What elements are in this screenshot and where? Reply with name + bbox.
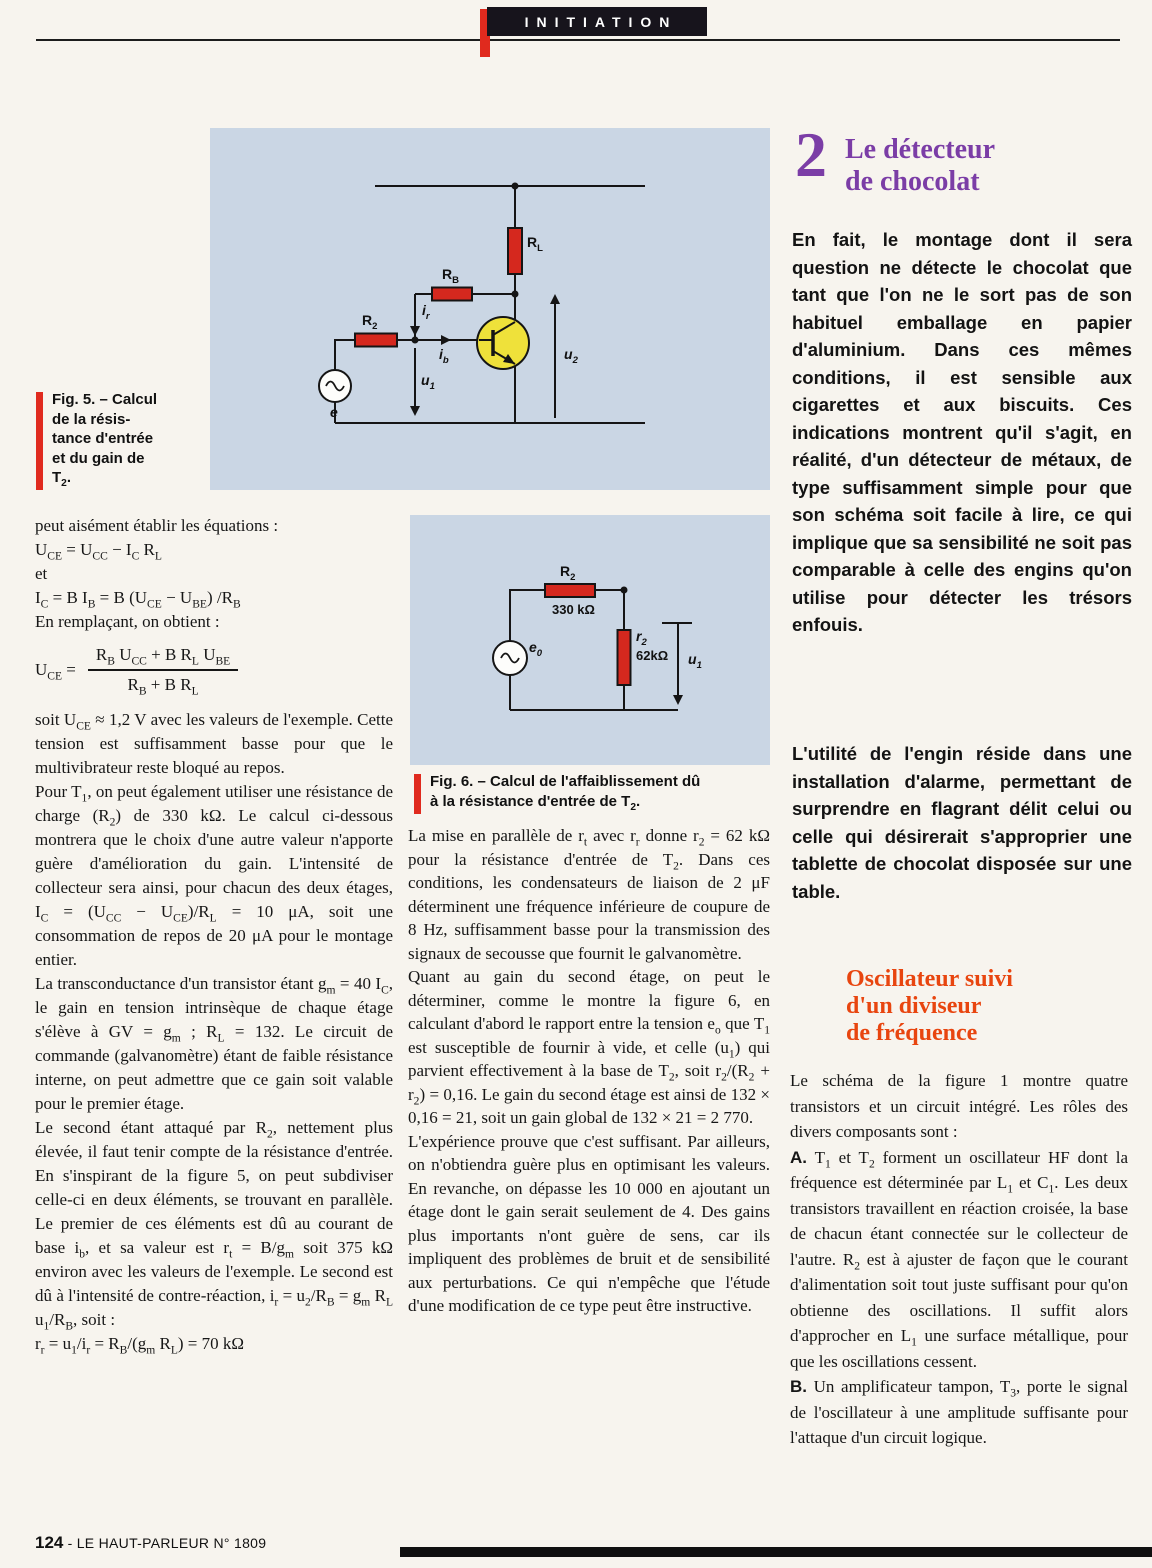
fraction-lhs: $U_{CE}$ = [35,660,76,683]
caption-accent-bar [36,392,43,490]
fig6-label-r2b: $r_2$ [636,628,647,648]
paragraph-item-b [790,1374,1128,1451]
paragraph: La mise en parallèle de $r_t$ avec $r_r$ donne $r_2 = 62$ kΩ pour la résistance d'entrée de $T_2$. Dans ces conditions, les condensateurs de liaison de 2 μF déterminent une fréquence inférieure de coupure de 8 Hz, suffisamment basse pour la transmission des signaux de secousse que fournit le galvanomètre. [408,826,770,963]
item-a-label: A. [790,1147,807,1167]
equation-uce-fraction [35,643,393,697]
paragraph: Quant au gain du second étage, on peut le déterminer, comme le montre la figure 6, en calculant d'abord le rapport entre la tension $e_o$ que $T_1$ est susceptible de fournir à vide, et celle $(u_1)$ qui parvient effectivement à la base de $T_2$, soit $r_2/(R_2 + r_2) = 0,16$. Le gain du second étage est ainsi de 132 × 0,16 = 21, soit un gain global de 132 × 21 = 2 770. [408,967,770,1127]
article-title-line: Le détecteur [845,134,996,165]
fig6-label-r2b-value: 62kΩ [636,648,669,663]
fraction [88,643,238,697]
fig5-label-e: e [330,404,338,420]
fig5-label-ir: $i_r$ [422,302,430,322]
caption-line: et du gain de [52,449,145,467]
fig6-label-r2-value: 330 kΩ [552,602,595,617]
fig5-label-u1: $u_1$ [421,372,435,392]
resistor-r2-series [545,584,595,597]
transistor-symbol [477,317,529,369]
paragraph: La transconductance d'un transistor étant $g_m = 40$ $I_C$, le gain en tension intrinsèque de chaque étage s'élève à GV = $g_m$ ; $R_L = 132$. Le circuit de commande (galvanomètre) étant de faible résistance interne, on peut admettre que ce gain soit valable pour le premier étage. [35,974,394,1113]
lead-paragraph: L'utilité de l'engin réside dans une installation d'alarme, permettant de surprendre en flagrant délit celui ou celle qui désirerait s'approprier une tablette de chocolat disposée sur une table. [792,743,1132,902]
section-number: 2 [795,119,827,190]
item-a-text: $T_1$ et $T_2$ forment un oscillateur HF dont la fréquence est déterminée par $L_1$ et $C_1$. Les deux transistors travaillent en réaction croisée, la base de chacun étant connectée sur le collecteur de l'autre. $R_2$ est à ajuster de façon que le courant d'alimentation soit tout juste suffisant pour qu'on obtienne des oscillations. Il suffit alors d'approcher en $L_1$ une surface métallique, pour que les oscillations cessent. [790,1147,1128,1371]
item-b-text: Un amplificateur tampon, $T_3$, porte le signal de l'oscillateur à une amplitude suffisante pour l'attaque d'un circuit logique. [790,1377,1129,1447]
subsection-heading-line: d'un diviseur [846,993,982,1019]
section-banner [487,7,707,36]
caption-line: Fig. 6. – Calcul de l'affaiblissement dû [430,773,701,790]
fig5-label-rl: $R_L$ [527,234,543,254]
lead-paragraph: En fait, le montage dont il sera question ne détecte le chocolat que tant que l'on ne le sort pas de son habituel emballage en papier d'aluminium. Dans ces mêmes conditions, il est sensible aux cigarettes et aux biscuits. Ces indications montrent qu'il s'agit, en réalité, d'un détecteur de métaux, de type suffisamment simple pour que son schéma soit facile à lire, ce qui implique que sa sensibilité ne soit pas comparable à celle des engins qu'on utilise pour détecter les trésors enfouis. [792,229,1132,635]
header-rule [36,39,1120,41]
article-title-line: de chocolat [845,166,980,197]
figure-5 [210,128,770,490]
fraction-denominator: $R_B + B$ $R_L$ [88,669,238,697]
caption-line: tance d'entrée [52,430,154,447]
magazine-name: - LE HAUT-PARLEUR N° 1809 [63,1535,267,1551]
figure-6-caption [414,772,774,811]
caption-accent-bar [414,774,421,814]
fig5-label-u2: $u_2$ [564,346,578,366]
fig5-label-ib: $i_b$ [439,346,449,366]
equation-1: $U_{CE} = U_{CC} - I_C$ $R_L$ [35,540,162,563]
paragraph: L'expérience prouve que c'est suffisant. Par ailleurs, on n'obtiendra guère plus en optimisant les valeurs. En revanche, on dépasse les 10 000 en ajoutant un étage dont le gain serait seulement de 4. Des gains plus importants n'ont guère de sens, car ils impliquent des problèmes de bruit et de sensibilité aux perturbations. Ce qui n'empêche que l'étude d'une modification de ce type peut être instructive. [408,1131,770,1315]
subsection-heading [846,966,1013,1047]
page-footer [35,1533,266,1553]
resistor-rl [508,228,522,274]
paragraph-item-a [790,1145,1128,1375]
subsection-heading-line: Oscillateur suivi [846,966,1013,992]
figure-6-schematic [410,515,770,765]
right-column-body [790,1068,1128,1451]
resistor-r2 [355,334,397,347]
fig6-label-r2: $R_2$ [560,563,576,583]
item-b-label: B. [790,1377,807,1396]
fig5-label-r2: $R_2$ [362,312,378,332]
section-title: INITIATION [524,13,678,30]
subsection-heading-line: de fréquence [846,1020,978,1046]
caption-line: Fig. 5. – Calcul [52,391,158,408]
caption-line: de la résis- [52,410,131,428]
paragraph: soit $U_{CE} \approx 1,2$ V avec les valeurs de l'exemple. Cette tension est suffisamment basse pour que le multivibrateur reste bloqué au repos. [35,710,393,777]
left-column [35,514,393,1356]
page-number: 124 [35,1533,64,1552]
resistor-r2-input [618,630,631,685]
paragraph: Le second étant attaqué par $R_2$, nettement plus élevée, il faut tenir compte de la résistance d'entrée. En s'inspirant de la figure 5, on peut subdiviser celle-ci en deux éléments, se trouvant en parallèle. Le premier de ces éléments est dû au courant de base $i_b$, et sa valeur est $r_t = B/g_m$ soit 375 kΩ environ avec les valeurs de l'exemple. Le second est dû à l'intensité de contre-réaction, $i_r = u_2/R_B = g_m$ $R_L$ $u_1/R_B$, soit : [35,1118,394,1333]
equation-2: $I_C = B$ $I_B = B$ $(U_{CE} - U_{BE})$ $/R_B$ [35,588,241,611]
fraction-numerator: $R_B$ $U_{CC} + B$ $R_L$ $U_{BE}$ [95,645,231,668]
paragraph: Pour $T_1$, on peut également utiliser une résistance de charge $(R_2)$ de 330 kΩ. Le calcul ci-dessous montrera que le choix d'une autre valeur n'apporte guère d'amélioration du gain. L'intensité de collecteur sera ainsi, pour chacun des deux étages, $I_C = (U_{CC} - U_{CE})/R_L = 10$ μA, soit une consommation de repos de 20 μA pour le montage entier. [35,782,393,969]
middle-column [408,824,770,1318]
equation-3: $r_r = u_1/i_r = R_B/(g_m$ $R_L) = 70$ kΩ [35,1334,245,1357]
figure-5-caption [36,390,191,488]
resistor-rb [432,288,472,301]
connector-et: et [35,564,48,583]
figure-6 [410,515,770,765]
paragraph: Le schéma de la figure 1 montre quatre transistors et un circuit intégré. Les rôles des divers composants sont : [790,1071,1128,1141]
fig5-label-rb: $R_B$ [442,266,459,286]
equations-intro: peut aisément établir les équations : [35,516,279,535]
fig6-label-u1: $u_1$ [688,651,702,671]
caption-line: à la résistance d'entrée de $T_2$. [430,792,641,813]
caption-line: $T_2$. [52,469,72,489]
bottom-rule [400,1547,1152,1557]
fig6-label-e0: $e_0$ [529,639,543,659]
figure-5-schematic [210,128,770,490]
replace-intro: En remplaçant, on obtient : [35,612,220,631]
article-title [845,134,995,198]
